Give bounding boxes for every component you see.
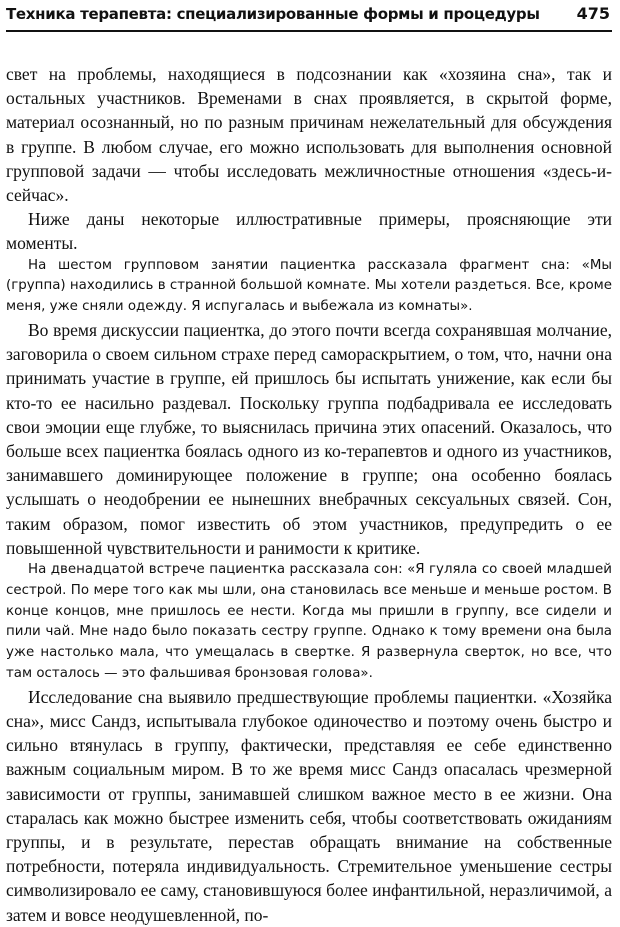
page-header [6,2,612,32]
running-title: Техника терапевта: специализированные формы и процедуры [6,5,540,23]
paragraph-1: свет на проблемы, находящиеся в подсознании как «хозяина сна», так и остальных участников. Временами в снах проявляется, в скрытой форме, материал осознанный, но по разным причинам нежелательный для обсуждения в группе. В любом случае, его можно использовать для выполнения основной групповой задачи — чтобы исследовать межличностные отношения «здесь-и-сейчас». [6,64,612,206]
page-body [6,62,612,927]
paragraph-2: Ниже даны некоторые иллюстративные примеры, проясняющие эти моменты. [6,209,612,254]
dream-quote-1: На шестом групповом занятии пациентка рассказала фрагмент сна: «Мы (группа) находились в странной большой комнате. Мы хотели раздеться. Все, кроме меня, уже сняли одежду. Я испугалась и выбежала из комнаты». [6,257,612,315]
paragraph-4: Исследование сна выявило предшествующие проблемы пациентки. «Хозяйка сна», мисс Сандз, испытывала глубокое одиночество и поэтому очень быстро и сильно втянулась в группу, фактически, представляя ее себе единственно важным социальным миром. В то же время мисс Сандз опасалась чрезмерной зависимости от группы, занимавшей слишком важное место в ее жизни. Она старалась как можно быстрее изменить себя, чтобы соответствовать ожиданиям группы, и в результате, перестав обращать внимание на собственные потребности, потеряла индивидуальность. Стремительное уменьшение сестры символизировало ее саму, становившуюся более инфантильной, неразличимой, а затем и вовсе неодушевленной, по- [6,686,612,925]
paragraph-3: Во время дискуссии пациентка, до этого почти всегда сохранявшая молчание, заговорила о своем сильном страхе перед самораскрытием, о том, что, начни она принимать участие в группе, ей пришлось бы испытать унижение, как если бы кто-то ее насильно раздевал. Поскольку группа подбадривала ее исследовать свои эмоции еще глубже, то выяснилась причина этих опасений. Оказалось, что больше всех пациентка боялась одного из ко-терапевтов и одного из участников, занимавшего доминирующее положение в группе; она особенно боялась услышать о неодобрении ее нынешних внебрачных сексуальных связей. Сон, таким образом, помог известить об этом участников, предупредить о ее повышенной чувствительности и ранимости к критике. [6,320,612,558]
dream-quote-2: На двенадцатой встрече пациентка рассказала сон: «Я гуляла со своей младшей сестрой. По мере того как мы шли, она становилась все меньше и меньше ростом. В конце концов, мне пришлось ее нести. Когда мы пришли в группу, все сидели и пили чай. Мне надо было показать сестру группе. Однако к тому времени она была уже настолько мала, что умещалась в свертке. Я развернула сверток, но все, что там осталось — это фальшивая бронзовая голова». [6,562,612,682]
page-number: 475 [576,4,610,23]
